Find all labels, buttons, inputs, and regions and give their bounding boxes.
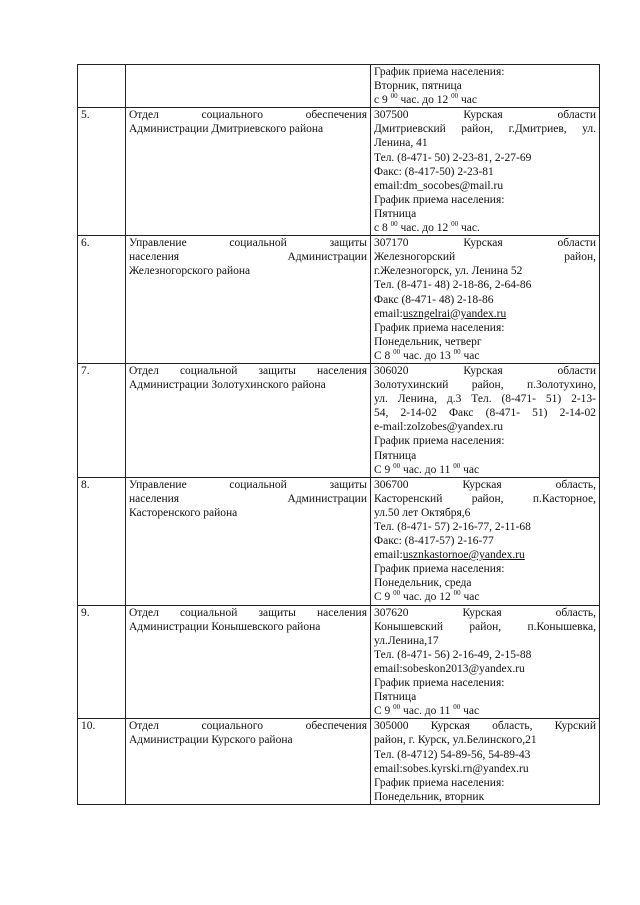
contact-line: г.Железногорск, ул. Ленина 52: [374, 265, 523, 278]
row-number: 5.: [78, 108, 126, 236]
department-name-cell: [126, 108, 371, 236]
contact-line: Пятница: [374, 449, 417, 462]
table-row: [78, 65, 600, 108]
contact-line: Золотухинский район, п.Золотухино,: [374, 379, 596, 392]
contact-line: с 8 $^{00}$ час. до 12 $^{00}$ час.: [374, 220, 480, 235]
department-name-line: Железногорского района: [129, 265, 251, 278]
table-row: [78, 363, 600, 477]
superscript-minutes: 00: [393, 589, 401, 598]
superscript-minutes: 00: [453, 703, 461, 712]
contact-line: График приема населения:: [374, 435, 505, 448]
table-row: [78, 108, 600, 236]
table-row: [78, 236, 600, 364]
table-row: [78, 477, 600, 605]
superscript-minutes: 00: [453, 461, 461, 470]
table-row: [78, 719, 600, 805]
department-name-line: Отдел социальной защиты населения: [129, 606, 367, 619]
contact-line: Пятница: [374, 691, 417, 704]
contact-line: Пятница: [374, 207, 417, 220]
email-link[interactable]: usznkastornoe@yandex.ru: [402, 549, 525, 562]
department-name-cell: [126, 605, 371, 719]
contact-line: Тел. (8-471- 48) 2-18-86, 2-64-86: [374, 279, 532, 292]
contact-line: 307170 Курская области: [374, 237, 596, 250]
department-name-line: Администрации Золотухинского района: [129, 379, 326, 392]
contact-line: Понедельник, вторник: [374, 790, 485, 803]
contact-line: Факс: (8-417-50) 2-23-81: [374, 165, 494, 178]
contact-info-cell: [371, 108, 600, 236]
row-number: 8.: [78, 477, 126, 605]
contact-line: Тел. (8-471- 56) 2-16-49, 2-15-88: [374, 648, 532, 661]
superscript-minutes: 00: [393, 703, 401, 712]
department-name-line: Отдел социальной защиты населения: [129, 364, 367, 377]
row-number: 10.: [78, 719, 126, 805]
contact-line: район, г. Курск, ул.Белинского,21: [374, 734, 537, 747]
department-name-line: Касторенского района: [129, 506, 238, 519]
department-name-line: Администрации Курского района: [129, 734, 293, 747]
contact-line: График приема населения:: [374, 677, 505, 690]
contact-line: Понедельник, четверг: [374, 335, 482, 348]
department-name-line: Управление социальной защиты: [129, 478, 367, 491]
contact-line: График приема населения:: [374, 193, 505, 206]
contact-line: 307620 Курская область,: [374, 606, 596, 619]
contact-info-cell: [371, 719, 600, 805]
contact-info-cell: [371, 477, 600, 605]
contact-line: Железногорский район,: [374, 251, 596, 264]
contact-line: С 9 $^{00}$ час. до 11 $^{00}$ час: [374, 461, 480, 476]
department-name-cell: [126, 236, 371, 364]
contact-line: ул. Ленина, д.3 Тел. (8-471- 51) 2-13-: [374, 393, 596, 406]
row-number: [78, 65, 126, 108]
superscript-minutes: 00: [393, 461, 401, 470]
superscript-minutes: 00: [451, 92, 459, 101]
contact-line: email:usznkastornoe@yandex.ru: [374, 549, 525, 562]
contact-line: Вторник, пятница: [374, 80, 462, 93]
department-name-line: населения Администрации: [129, 492, 367, 505]
contact-line: с 9 $^{00}$ час. до 12 $^{00}$ час: [374, 92, 477, 107]
contact-info-cell: [371, 236, 600, 364]
contact-line: Дмитриевский район, г.Дмитриев, ул.: [374, 123, 596, 136]
contact-line: ул.50 лет Октября,6: [374, 506, 471, 519]
contact-info-cell: [371, 65, 600, 108]
contact-line: e-mail:zolzobes@yandex.ru: [374, 421, 504, 434]
contact-line: График приема населения:: [374, 563, 505, 576]
contact-line: 306020 Курская области: [374, 364, 596, 377]
contact-line: 305000 Курская область, Курский: [374, 720, 596, 733]
email-link[interactable]: uszngelrai@yandex.ru: [402, 307, 507, 320]
department-name-cell: [126, 719, 371, 805]
contact-line: График приема населения:: [374, 321, 505, 334]
contact-line: 306700 Курская область,: [374, 478, 596, 491]
contact-line: График приема населения:: [374, 66, 505, 78]
superscript-minutes: 00: [453, 589, 461, 598]
contact-line: Тел. (8-471- 57) 2-16-77, 2-11-68: [374, 521, 531, 533]
contact-line: email:dm_socobes@mail.ru: [374, 179, 504, 192]
department-name-cell: [126, 65, 371, 108]
department-name-line: Управление социальной защиты: [129, 237, 367, 250]
contact-line: С 9 $^{00}$ час. до 11 $^{00}$ час: [374, 703, 480, 718]
contact-line: С 8 $^{00}$ час. до 13 $^{00}$ час: [374, 347, 480, 362]
contact-line: ул.Ленина,17: [374, 634, 439, 647]
contact-line: email:sobes.kyrski.rn@yandex.ru: [374, 762, 529, 775]
contact-line: Касторенский район, п.Касторное,: [374, 492, 596, 505]
contact-line: С 9 $^{00}$ час. до 12 $^{00}$ час: [374, 589, 480, 604]
row-number: 6.: [78, 236, 126, 364]
contact-line: 307500 Курская области: [374, 109, 596, 122]
contact-line: Понедельник, среда: [374, 577, 472, 590]
contact-line: Факс (8-471- 48) 2-18-86: [374, 293, 494, 306]
superscript-minutes: 00: [451, 220, 459, 229]
directory-body: [78, 65, 600, 805]
contact-info-cell: [371, 605, 600, 719]
department-name-line: Администрации Конышевского района: [129, 620, 321, 633]
contact-line: email:uszngelrai@yandex.ru: [374, 307, 507, 320]
table-row: [78, 605, 600, 719]
superscript-minutes: 00: [390, 92, 398, 101]
contact-line: Тел. (8-471- 50) 2-23-81, 2-27-69: [374, 151, 532, 164]
contact-line: График приема населения:: [374, 776, 505, 789]
row-number: 9.: [78, 605, 126, 719]
department-name-line: Отдел социального обеспечения: [129, 109, 367, 122]
contact-line: Ленина, 41: [374, 137, 428, 150]
contact-line: email:sobeskon2013@yandex.ru: [374, 662, 525, 675]
department-name-line: Администрации Дмитриевского района: [129, 123, 324, 136]
contact-line: 54, 2-14-02 Факс (8-471- 51) 2-14-02: [374, 407, 596, 420]
department-name-cell: [126, 477, 371, 605]
department-name-line: населения Администрации: [129, 251, 367, 264]
superscript-minutes: 00: [390, 220, 398, 229]
superscript-minutes: 00: [393, 347, 401, 356]
row-number: 7.: [78, 363, 126, 477]
superscript-minutes: 00: [453, 347, 461, 356]
contact-line: Тел. (8-4712) 54-89-56, 54-89-43: [374, 748, 531, 761]
contact-line: Факс: (8-417-57) 2-16-77: [374, 535, 494, 548]
department-name-line: Отдел социального обеспечения: [129, 720, 367, 733]
contact-line: Конышевский район, п.Конышевка,: [374, 620, 596, 633]
contact-info-cell: [371, 363, 600, 477]
department-name-cell: [126, 363, 371, 477]
social-protection-directory-table: [77, 64, 600, 805]
